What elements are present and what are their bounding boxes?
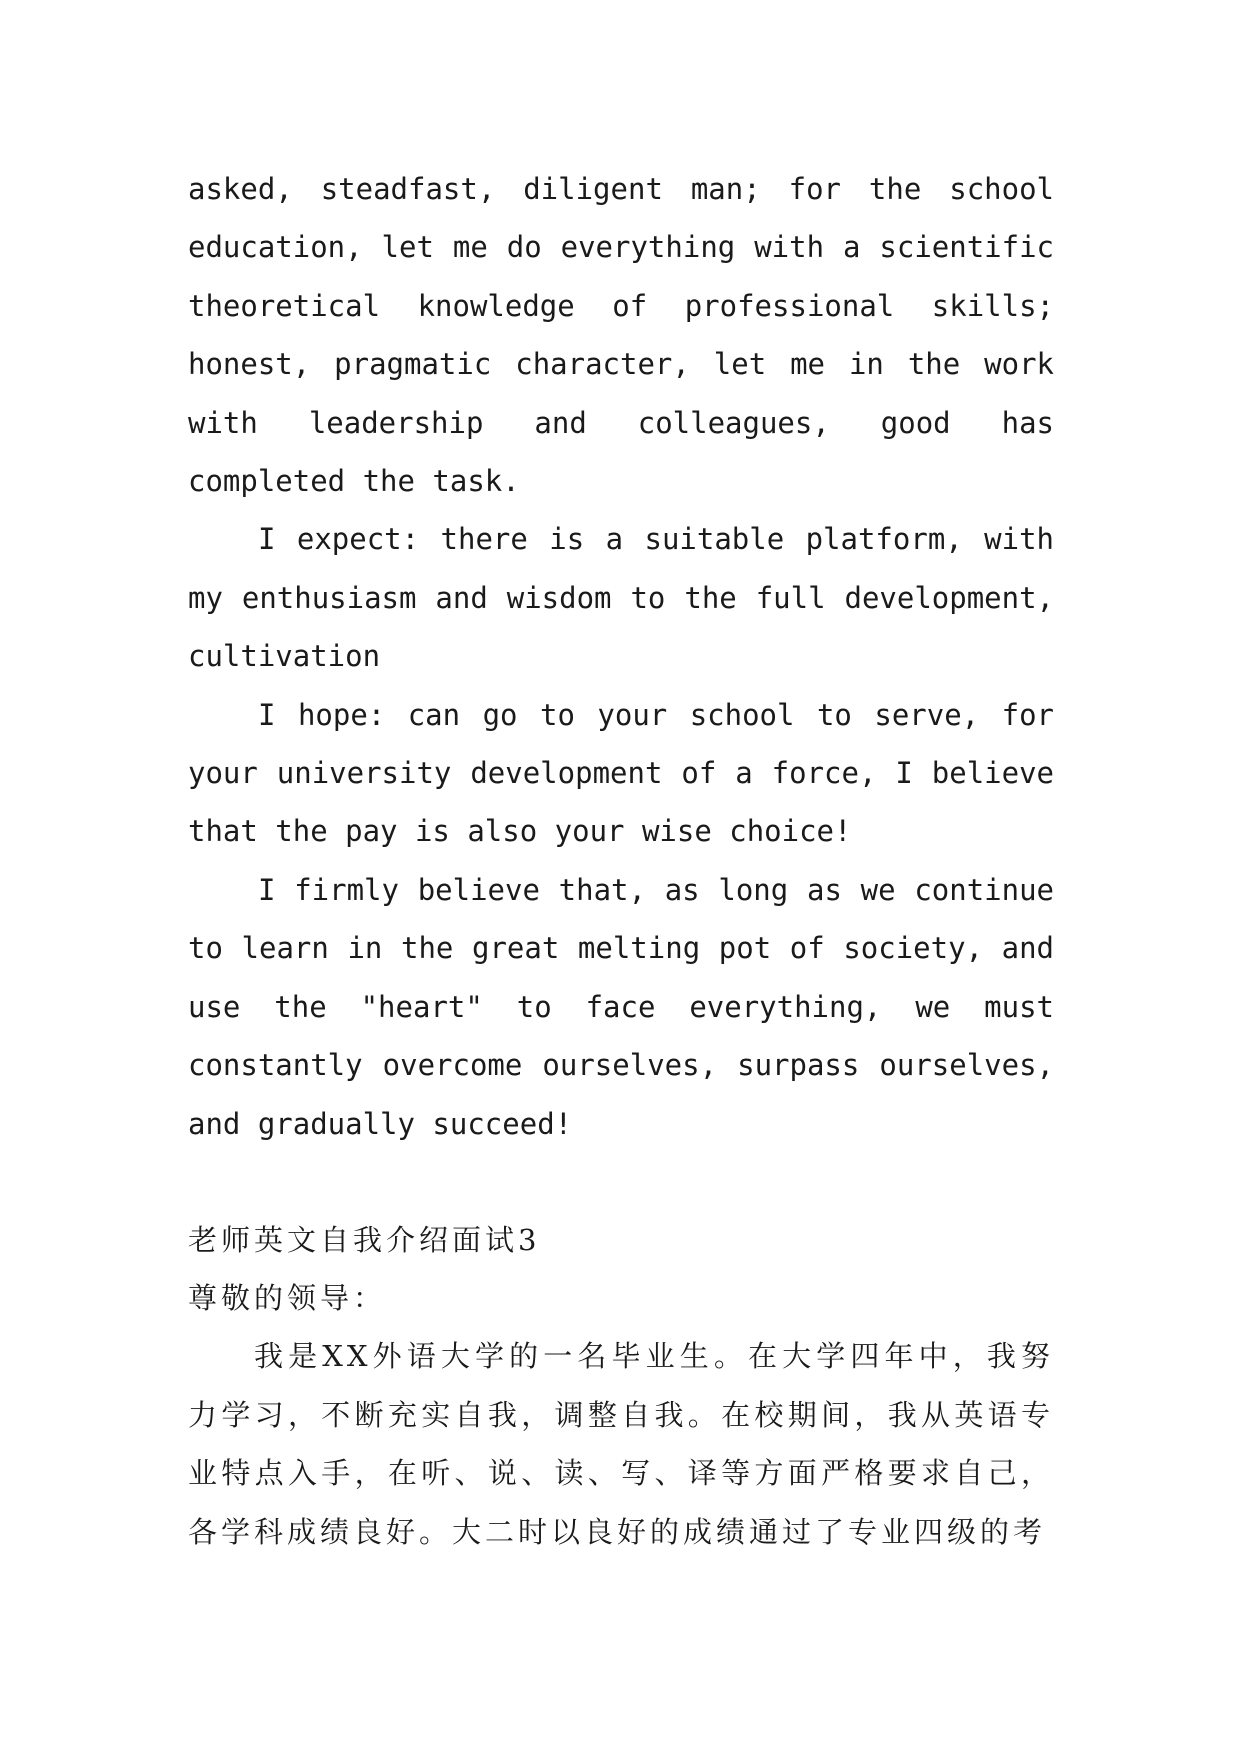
document-page (188, 160, 1054, 1561)
section-spacer (188, 1153, 1054, 1211)
paragraph-expectation: I expect: there is a suitable platform, with my enthusiasm and wisdom to the full development, cultivation (188, 522, 1054, 674)
paragraph-continuation: asked, steadfast, diligent man; for the school education, let me do everything with a scientific theoretical knowledge of professional skills; honest, pragmatic character, let me in the work with leadership and colleagues, good has completed the task. (188, 172, 1054, 499)
paragraph-belief: I firmly believe that, as long as we continue to learn in the great melting pot of society, and use the "heart" to face everything, we must constantly overcome ourselves, surpass ourselves, and gradually succeed! (188, 872, 1054, 1141)
section-title: 老师英文自我介绍面试3 (188, 1222, 541, 1257)
paragraph-hope: I hope: can go to your school to serve, for your university development of a force, I believe that the pay is also your wise choice! (188, 697, 1054, 849)
salutation: 尊敬的领导： (188, 1280, 387, 1315)
chinese-paragraph: 我是XX外语大学的一名毕业生。在大学四年中，我努力学习，不断充实自我，调整自我。在校期间，我从英语专业特点入手，在听、说、读、写、译等方面严格要求自己，各学科成绩良好。大二时以良好的成绩通过了专业四级的考 (188, 1339, 1054, 1549)
